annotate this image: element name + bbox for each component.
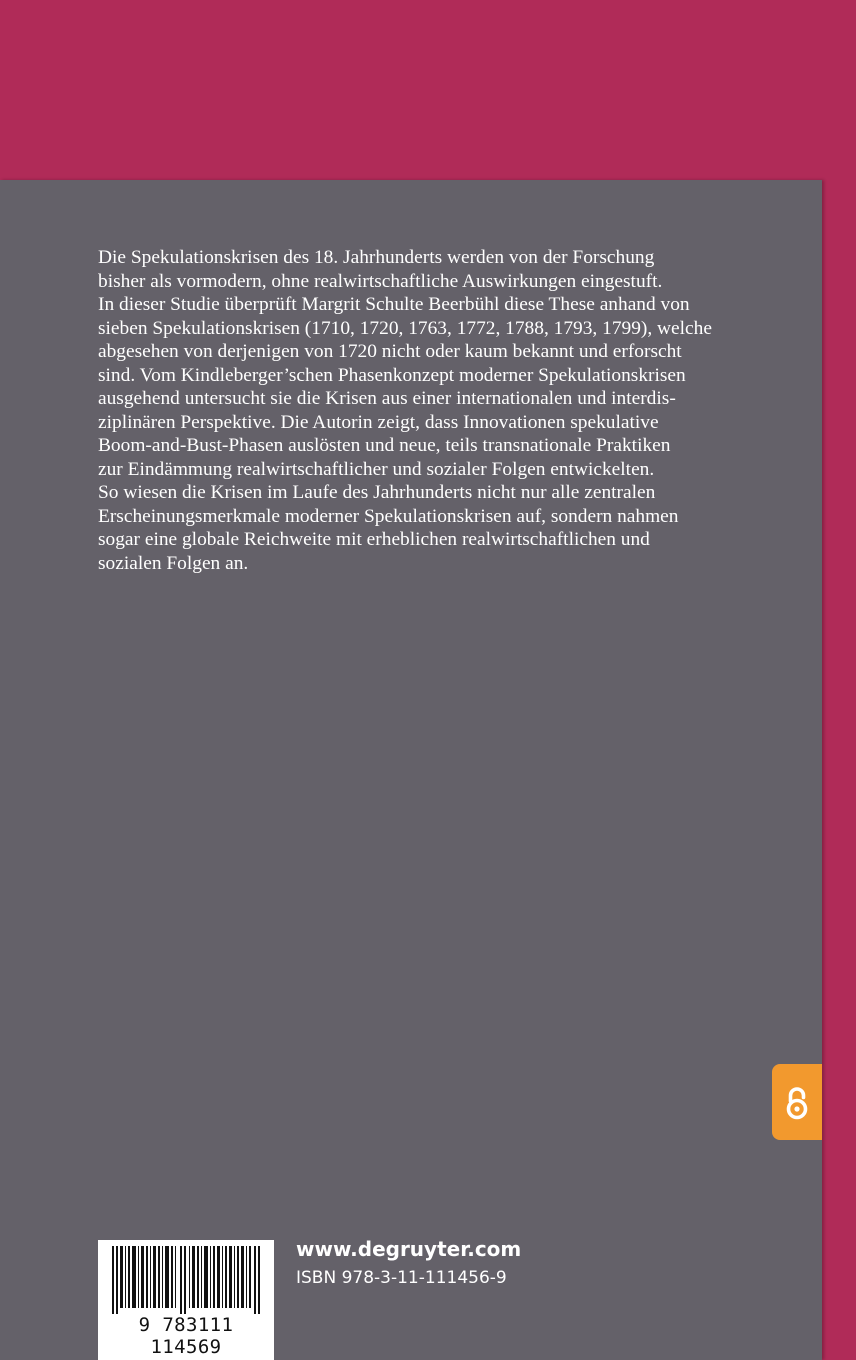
publisher-info <box>296 1235 521 1291</box>
open-lock-icon <box>784 1086 810 1120</box>
isbn-number: ISBN 978-3-11-111456-9 <box>296 1268 507 1288</box>
open-access-badge <box>772 1064 822 1140</box>
barcode-digits: 9 783111 114569 <box>138 1314 234 1358</box>
blurb-line: Boom-and-Bust-Phasen auslösten und neue, teils transnationale Praktiken <box>98 435 671 456</box>
blurb-line: ausgehend untersucht sie die Krisen aus einer internationalen und interdis- <box>98 388 676 409</box>
blurb-line: sind. Vom Kindleberger’schen Phasenkonzept moderner Spekulationskrisen <box>98 364 686 386</box>
blurb-line: Erscheinungsmerkmale moderner Spekulationskrisen auf, sondern nahmen <box>98 505 679 527</box>
blurb-text <box>98 246 758 575</box>
blurb-line: abgesehen von derjenigen von 1720 nicht oder kaum bekannt und erforscht <box>98 341 682 362</box>
blurb-line: sieben Spekulationskrisen (1710, 1720, 1763, 1772, 1788, 1793, 1799), welche <box>98 317 712 339</box>
blurb-line: Die Spekulationskrisen des 18. Jahrhunderts werden von der Forschung <box>98 247 655 268</box>
blurb-line: So wiesen die Krisen im Laufe des Jahrhunderts nicht nur alle zentralen <box>98 482 656 503</box>
blurb-line: bisher als vormodern, ohne realwirtschaftliche Auswirkungen eingestuft. <box>98 270 663 292</box>
blurb-line: sozialen Folgen an. <box>98 552 249 574</box>
blurb-line: ziplinären Perspektive. Die Autorin zeigt, dass Innovationen spekulative <box>98 411 659 433</box>
barcode-bars <box>104 1246 268 1314</box>
blurb-line: In dieser Studie überprüft Margrit Schulte Beerbühl diese These anhand von <box>98 294 690 315</box>
isbn-barcode <box>98 1240 274 1360</box>
blurb-line: sogar eine globale Reichweite mit erheblichen realwirtschaftlichen und <box>98 529 650 550</box>
publisher-url[interactable]: www.degruyter.com <box>296 1237 522 1261</box>
blurb-line: zur Eindämmung realwirtschaftlicher und sozialer Folgen entwickelten. <box>98 458 655 480</box>
